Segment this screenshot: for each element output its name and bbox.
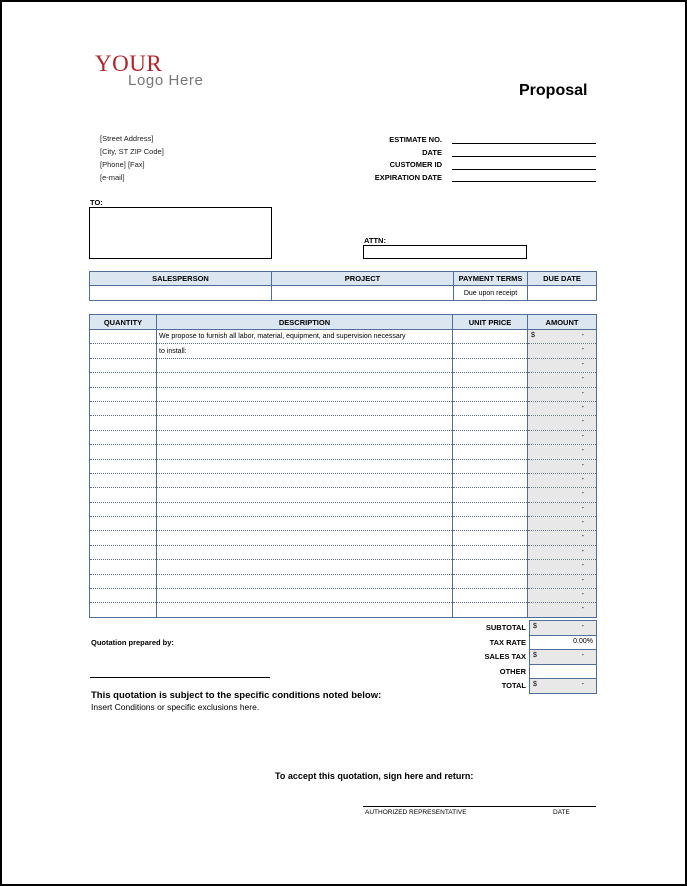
description-cell[interactable] xyxy=(157,488,453,502)
unit-price-cell[interactable] xyxy=(453,416,528,430)
description-cell[interactable] xyxy=(157,502,453,516)
table-row xyxy=(90,574,597,588)
quantity-cell[interactable] xyxy=(90,517,157,531)
amount-cell xyxy=(528,473,597,487)
project-cell[interactable] xyxy=(272,286,454,301)
empty-amount: - xyxy=(581,576,584,584)
unit-price-cell[interactable] xyxy=(453,459,528,473)
signature-date-label: DATE xyxy=(553,809,570,816)
due-date-header: DUE DATE xyxy=(528,272,597,286)
empty-amount: - xyxy=(581,681,584,688)
amount-cell xyxy=(528,373,597,387)
customer-id-field[interactable] xyxy=(452,169,596,170)
quantity-cell[interactable] xyxy=(90,401,157,415)
description-header: DESCRIPTION xyxy=(157,315,453,330)
unit-price-cell[interactable] xyxy=(453,344,528,358)
quantity-cell[interactable] xyxy=(90,603,157,617)
table-row xyxy=(90,401,597,415)
project-header: PROJECT xyxy=(272,272,454,286)
other-value[interactable] xyxy=(530,664,597,679)
unit-price-cell[interactable] xyxy=(453,589,528,603)
tax-rate-label: TAX RATE xyxy=(489,637,526,647)
currency-symbol: $ xyxy=(533,681,537,688)
amount-cell xyxy=(528,603,597,617)
currency-symbol: $ xyxy=(531,332,535,339)
amount-cell xyxy=(528,401,597,415)
salesperson-header: SALESPERSON xyxy=(90,272,272,286)
conditions-text[interactable]: Insert Conditions or specific exclusions here. xyxy=(91,702,260,712)
unit-price-cell[interactable] xyxy=(453,545,528,559)
description-cell[interactable] xyxy=(157,430,453,444)
quantity-cell[interactable] xyxy=(90,387,157,401)
estimate-no-label: ESTIMATE NO. xyxy=(389,135,442,144)
unit-price-cell[interactable] xyxy=(453,531,528,545)
sender-email[interactable]: [e-mail] xyxy=(100,173,125,182)
table-row xyxy=(90,416,597,430)
payment-terms-header: PAYMENT TERMS xyxy=(454,272,528,286)
unit-price-cell[interactable] xyxy=(453,560,528,574)
expiration-date-field[interactable] xyxy=(452,181,596,182)
unit-price-cell[interactable] xyxy=(453,473,528,487)
description-cell[interactable] xyxy=(157,545,453,559)
quantity-cell[interactable] xyxy=(90,330,157,344)
customer-id-label: CUSTOMER ID xyxy=(389,160,442,169)
table-row xyxy=(90,373,597,387)
unit-price-cell[interactable] xyxy=(453,502,528,516)
quantity-cell[interactable] xyxy=(90,445,157,459)
accept-instructions: To accept this quotation, sign here and return: xyxy=(275,771,474,781)
empty-amount: - xyxy=(581,533,584,541)
tax-rate-value[interactable] xyxy=(530,635,597,650)
description-cell[interactable] xyxy=(157,459,453,473)
description-cell[interactable] xyxy=(157,358,453,372)
description-cell[interactable] xyxy=(157,401,453,415)
table-row xyxy=(90,330,597,344)
date-field[interactable] xyxy=(452,156,596,157)
subtotal-value xyxy=(530,621,597,636)
unit-price-cell[interactable] xyxy=(453,517,528,531)
table-row xyxy=(90,560,597,574)
description-cell[interactable] xyxy=(157,445,453,459)
empty-amount: - xyxy=(581,605,584,613)
unit-price-cell[interactable] xyxy=(453,387,528,401)
empty-amount: - xyxy=(581,475,584,483)
unit-price-cell[interactable] xyxy=(453,401,528,415)
to-address-box[interactable] xyxy=(89,207,272,259)
logo-your: YOUR xyxy=(95,51,163,76)
description-cell[interactable] xyxy=(157,589,453,603)
description-cell[interactable]: to install: xyxy=(157,344,453,358)
empty-amount: - xyxy=(581,652,584,659)
quantity-cell[interactable] xyxy=(90,560,157,574)
amount-cell xyxy=(528,517,597,531)
quantity-cell[interactable] xyxy=(90,430,157,444)
unit-price-cell[interactable] xyxy=(453,488,528,502)
table-row xyxy=(90,531,597,545)
sales-tax-label: SALES TAX xyxy=(484,652,526,662)
description-cell[interactable] xyxy=(157,387,453,401)
quantity-cell[interactable] xyxy=(90,473,157,487)
unit-price-cell[interactable] xyxy=(453,358,528,372)
description-cell[interactable] xyxy=(157,531,453,545)
sales-tax-value xyxy=(530,650,597,665)
quantity-cell[interactable] xyxy=(90,545,157,559)
amount-cell xyxy=(528,445,597,459)
quantity-cell[interactable] xyxy=(90,358,157,372)
amount-cell xyxy=(528,545,597,559)
authorized-rep-label: AUTHORIZED REPRESENTATIVE xyxy=(365,809,467,816)
quantity-header: QUANTITY xyxy=(90,315,157,330)
description-cell[interactable] xyxy=(157,560,453,574)
empty-amount: - xyxy=(581,591,584,599)
empty-amount: - xyxy=(581,389,584,397)
order-info-table xyxy=(89,271,597,301)
table-row xyxy=(90,430,597,444)
description-cell[interactable] xyxy=(157,603,453,617)
salesperson-cell[interactable] xyxy=(90,286,272,301)
quantity-cell[interactable] xyxy=(90,589,157,603)
amount-cell xyxy=(528,502,597,516)
prepared-by-label: Quotation prepared by: xyxy=(91,638,174,647)
amount-cell xyxy=(528,416,597,430)
table-row xyxy=(90,344,597,358)
subtotal-label: SUBTOTAL xyxy=(485,623,526,633)
table-row xyxy=(90,545,597,559)
description-cell[interactable] xyxy=(157,473,453,487)
quantity-cell[interactable] xyxy=(90,373,157,387)
quantity-cell[interactable] xyxy=(90,531,157,545)
empty-amount: - xyxy=(581,418,584,426)
amount-cell xyxy=(528,358,597,372)
quantity-cell[interactable] xyxy=(90,502,157,516)
description-cell[interactable]: We propose to furnish all labor, material, equipment, and supervision necessary xyxy=(157,330,453,344)
amount-cell xyxy=(528,574,597,588)
quantity-cell[interactable] xyxy=(90,416,157,430)
empty-amount: - xyxy=(581,562,584,570)
amount-cell xyxy=(528,430,597,444)
sender-phone-fax[interactable]: [Phone] [Fax] xyxy=(100,160,145,169)
other-label: OTHER xyxy=(499,666,526,676)
description-cell[interactable] xyxy=(157,416,453,430)
document-title: Proposal xyxy=(519,82,588,99)
empty-amount: - xyxy=(581,623,584,630)
amount-cell xyxy=(528,330,597,344)
totals-table xyxy=(452,620,597,694)
quantity-cell[interactable] xyxy=(90,488,157,502)
total-value xyxy=(530,679,597,694)
table-row xyxy=(90,387,597,401)
amount-cell xyxy=(528,531,597,545)
date-label: DATE xyxy=(422,148,442,157)
unit-price-cell[interactable] xyxy=(453,330,528,344)
conditions-title: This quotation is subject to the specific conditions noted below: xyxy=(91,690,382,701)
unit-price-cell[interactable] xyxy=(453,373,528,387)
amount-cell xyxy=(528,459,597,473)
empty-amount: - xyxy=(581,360,584,368)
quantity-cell[interactable] xyxy=(90,344,157,358)
empty-amount: - xyxy=(581,504,584,512)
amount-cell xyxy=(528,589,597,603)
amount-cell xyxy=(528,560,597,574)
empty-amount: - xyxy=(581,447,584,455)
prepared-by-line[interactable] xyxy=(90,677,270,678)
signature-line[interactable] xyxy=(363,806,596,807)
table-row xyxy=(90,459,597,473)
empty-amount: - xyxy=(581,346,584,354)
unit-price-header: UNIT PRICE xyxy=(453,315,528,330)
empty-amount: - xyxy=(581,403,584,411)
empty-amount: - xyxy=(581,547,584,555)
table-row xyxy=(90,603,597,617)
unit-price-cell[interactable] xyxy=(453,574,528,588)
logo-subtitle: Logo Here xyxy=(128,72,204,89)
unit-price-cell[interactable] xyxy=(453,445,528,459)
table-row xyxy=(90,358,597,372)
amount-cell xyxy=(528,344,597,358)
empty-amount: - xyxy=(581,375,584,383)
unit-price-cell[interactable] xyxy=(453,603,528,617)
table-row xyxy=(90,502,597,516)
table-row xyxy=(90,488,597,502)
quantity-cell[interactable] xyxy=(90,574,157,588)
amount-cell xyxy=(528,387,597,401)
sender-street[interactable]: [Street Address] xyxy=(100,134,154,143)
sender-city[interactable]: [City, ST ZIP Code] xyxy=(100,147,164,156)
payment-terms-cell[interactable]: Due upon receipt xyxy=(454,286,528,301)
amount-cell xyxy=(528,488,597,502)
table-row xyxy=(90,445,597,459)
table-row xyxy=(90,589,597,603)
quantity-cell[interactable] xyxy=(90,459,157,473)
attn-field[interactable] xyxy=(363,245,527,259)
empty-amount: - xyxy=(581,332,584,339)
table-row xyxy=(90,473,597,487)
to-label: TO: xyxy=(90,198,103,207)
expiration-date-label: EXPIRATION DATE xyxy=(374,173,442,182)
amount-header: AMOUNT xyxy=(528,315,597,330)
description-cell[interactable] xyxy=(157,574,453,588)
empty-amount: - xyxy=(581,432,584,440)
line-items-table xyxy=(89,314,597,618)
currency-symbol: $ xyxy=(533,652,537,659)
attn-label: ATTN: xyxy=(364,236,386,245)
due-date-cell[interactable] xyxy=(528,286,597,301)
empty-amount: - xyxy=(581,461,584,469)
empty-amount: - xyxy=(581,490,584,498)
total-label: TOTAL xyxy=(501,681,526,691)
description-cell[interactable] xyxy=(157,517,453,531)
estimate-no-field[interactable] xyxy=(452,143,596,144)
tax-rate-percent: 0.00% xyxy=(573,637,593,645)
table-row xyxy=(90,517,597,531)
currency-symbol: $ xyxy=(533,623,537,630)
description-cell[interactable] xyxy=(157,373,453,387)
unit-price-cell[interactable] xyxy=(453,430,528,444)
empty-amount: - xyxy=(581,519,584,527)
